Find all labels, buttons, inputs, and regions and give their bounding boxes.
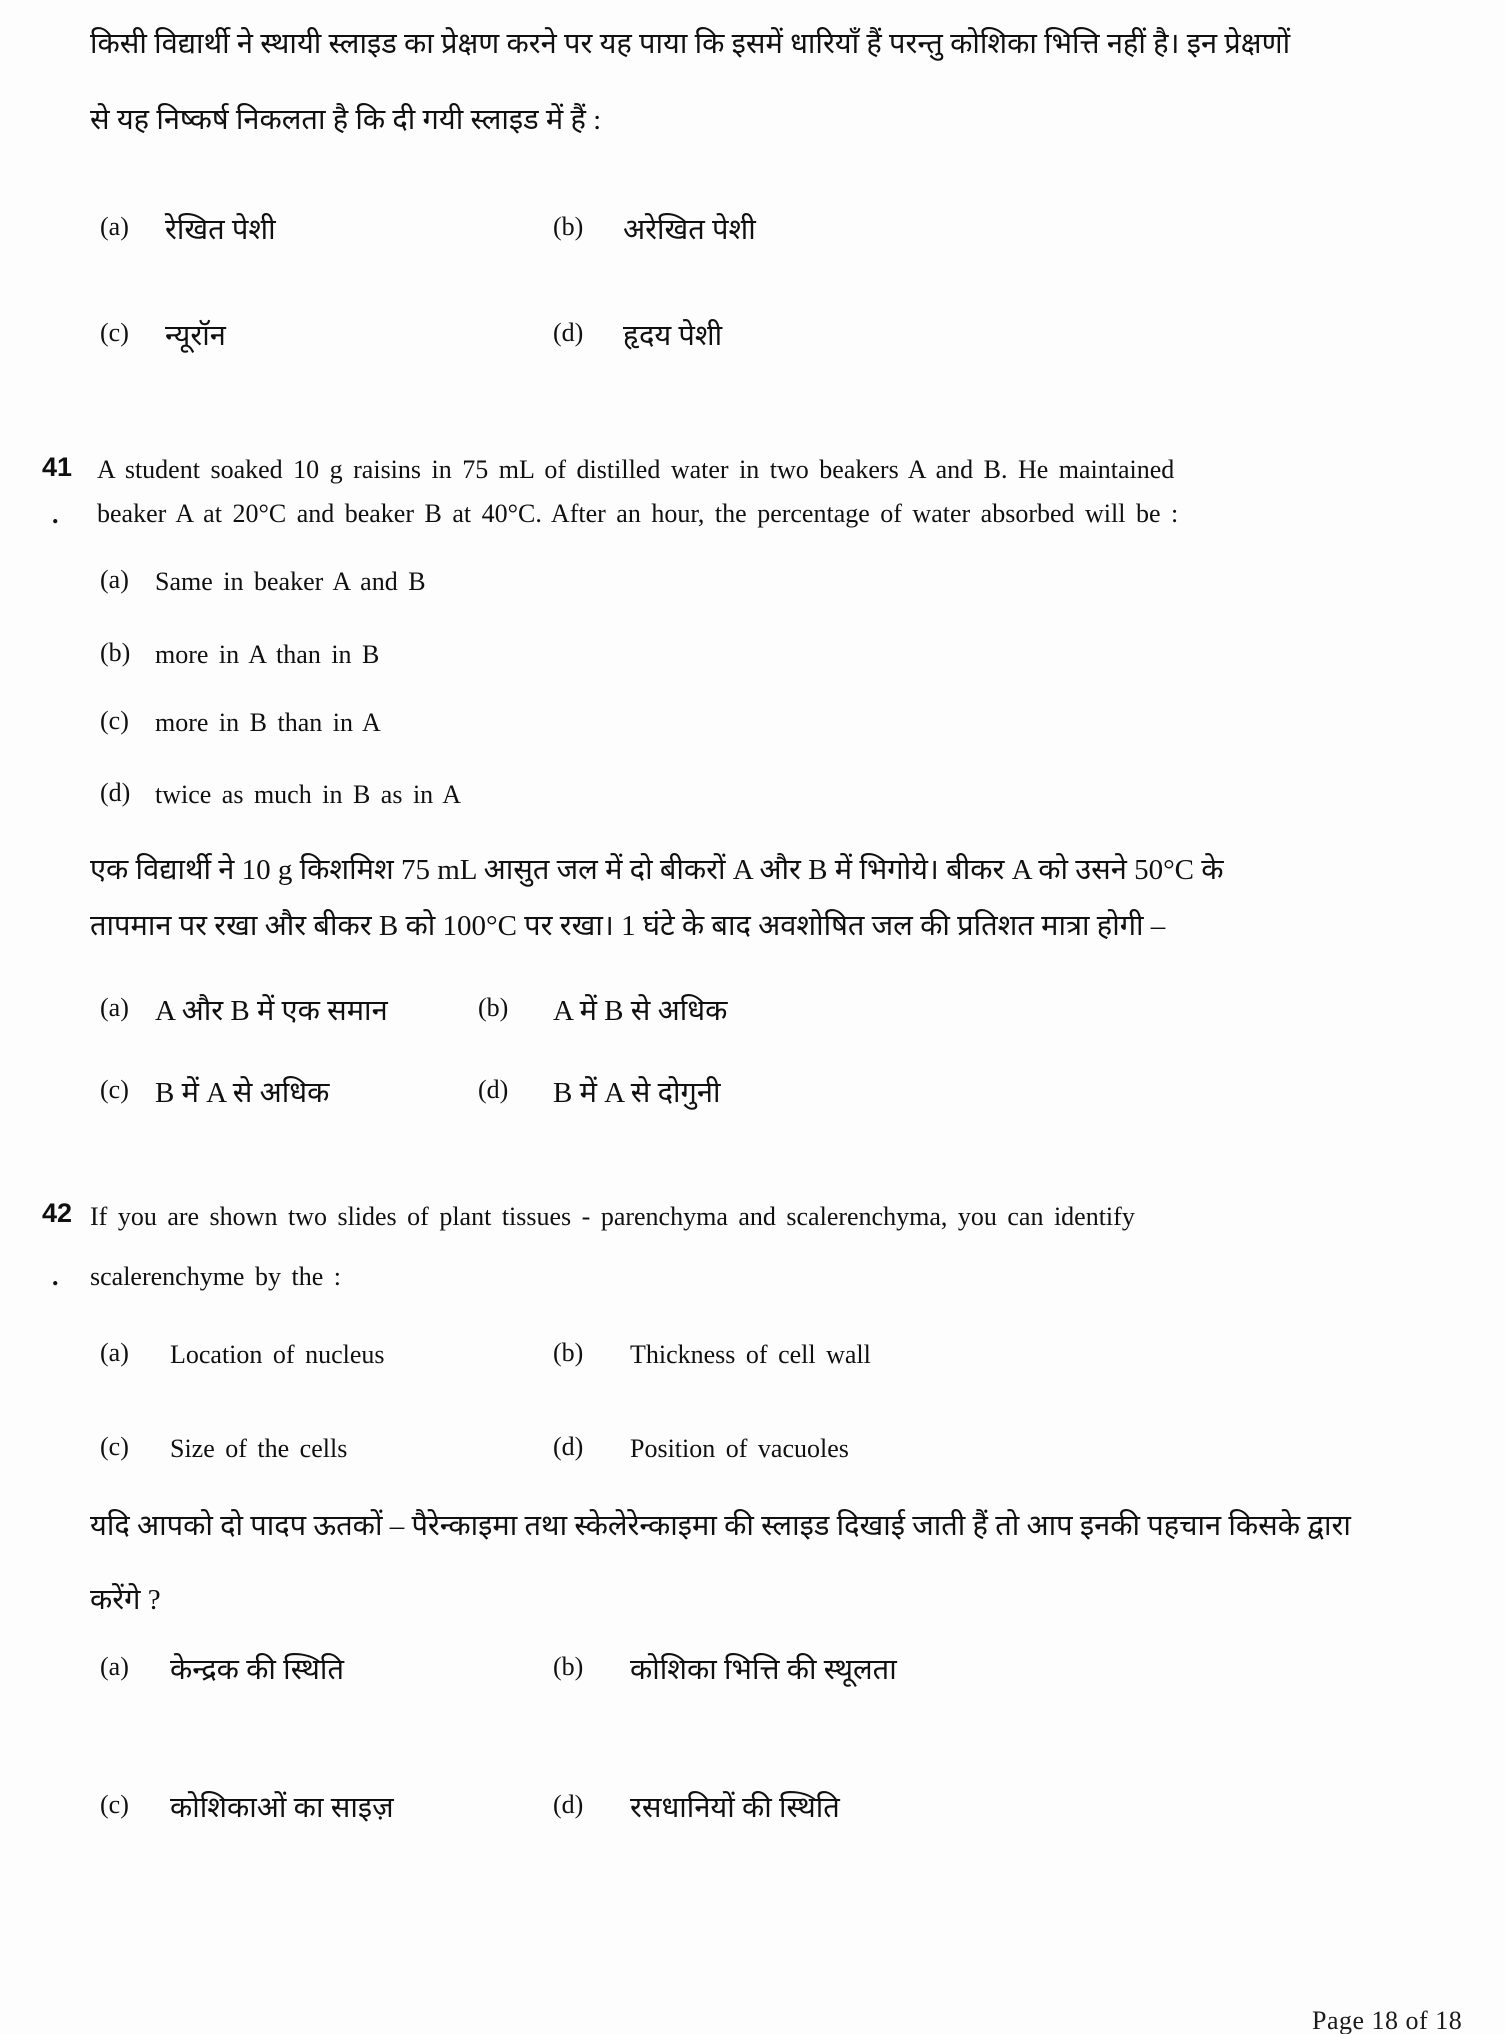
option-label-a: (a)	[100, 1338, 129, 1367]
q41-number-dot: .	[52, 500, 59, 529]
q41-hindi-options-row1	[0, 993, 1505, 1033]
option-text-c: न्यूरॉन	[165, 320, 226, 352]
option-text-c: कोशिकाओं का साइज़	[170, 1792, 394, 1824]
option-text-a: रेखित पेशी	[165, 214, 276, 246]
q41-english-text-line2: beaker A at 20°C and beaker B at 40°C. After an hour, the percentage of water absorbed will be :	[97, 499, 1179, 528]
option-label-a: (a)	[100, 212, 129, 241]
option-text-b: अरेखित पेशी	[623, 214, 756, 246]
option-text-c: B में A से अधिक	[155, 1077, 330, 1109]
q42-hindi-text-line1: यदि आपको दो पादप ऊतकों – पैरेन्काइमा तथा स्केलेरेन्काइमा की स्लाइड दिखाई जाती हैं तो आप इनकी पहचान किसके द्वारा	[90, 1510, 1351, 1542]
option-text-c: Size of the cells	[170, 1434, 348, 1463]
option-text-d: B में A से दोगुनी	[553, 1077, 721, 1109]
q42-english-text-line1: If you are shown two slides of plant tissues - parenchyma and scalerenchyma, you can identify	[90, 1202, 1135, 1231]
option-label-c: (c)	[100, 706, 129, 735]
q42-hindi-options-row1	[0, 1652, 1505, 1692]
page-number-indicator: Page 18 of 18	[1312, 2006, 1463, 2034]
option-label-d: (d)	[553, 1432, 584, 1461]
option-label-d: (d)	[100, 778, 131, 807]
option-text-b: more in A than in B	[155, 640, 380, 669]
option-label-a: (a)	[100, 565, 129, 594]
q42-hindi-text-line2: करेंगे ?	[90, 1584, 161, 1616]
q41-english-option-d-row	[0, 778, 1505, 818]
q41-english-option-c-row	[0, 706, 1505, 746]
q40-hindi-text-line1: किसी विद्यार्थी ने स्थायी स्लाइड का प्रेक्षण करने पर यह पाया कि इसमें धारियाँ हैं परन्तु कोशिका भित्ति नहीं है। इन प्रेक्षणों	[90, 28, 1291, 60]
option-text-a: A और B में एक समान	[155, 995, 388, 1027]
q40-options-row2	[0, 318, 1505, 358]
option-label-b: (b)	[478, 993, 509, 1022]
option-text-a: Same in beaker A and B	[155, 567, 426, 596]
q42-english-text-line2: scalerenchyme by the :	[90, 1262, 341, 1291]
option-text-d: रसधानियों की स्थिति	[630, 1792, 840, 1824]
option-text-a: केन्द्रक की स्थिति	[170, 1654, 344, 1686]
option-text-d: Position of vacuoles	[630, 1434, 849, 1463]
q40-hindi-text-line2: से यह निष्कर्ष निकलता है कि दी गयी स्लाइड में हैं :	[90, 104, 602, 136]
option-label-b: (b)	[553, 212, 584, 241]
q41-hindi-text-line1: एक विद्यार्थी ने 10 g किशमिश 75 mL आसुत जल में दो बीकरों A और B में भिगोये। बीकर A को उसने 50°C के	[90, 854, 1224, 886]
q42-hindi-options-row2	[0, 1790, 1505, 1830]
option-label-a: (a)	[100, 1652, 129, 1681]
q42-english-options-row1	[0, 1338, 1505, 1378]
option-label-d: (d)	[478, 1075, 509, 1104]
option-label-c: (c)	[100, 1790, 129, 1819]
option-label-b: (b)	[553, 1652, 584, 1681]
option-text-b: Thickness of cell wall	[630, 1340, 871, 1369]
q41-english-option-b-row	[0, 638, 1505, 678]
option-text-c: more in B than in A	[155, 708, 381, 737]
q42-number-dot: .	[52, 1262, 59, 1291]
option-label-b: (b)	[100, 638, 131, 667]
option-label-c: (c)	[100, 1075, 129, 1104]
option-label-d: (d)	[553, 1790, 584, 1819]
q40-options-row1	[0, 212, 1505, 252]
q41-english-option-a-row	[0, 565, 1505, 605]
q41-number: 41	[42, 452, 73, 482]
q42-english-options-row2	[0, 1432, 1505, 1472]
q41-hindi-options-row2	[0, 1075, 1505, 1115]
option-text-d: हृदय पेशी	[623, 320, 723, 352]
option-text-b: कोशिका भित्ति की स्थूलता	[630, 1654, 897, 1686]
option-text-b: A में B से अधिक	[553, 995, 728, 1027]
option-text-a: Location of nucleus	[170, 1340, 385, 1369]
option-label-c: (c)	[100, 318, 129, 347]
q41-hindi-text-line2: तापमान पर रखा और बीकर B को 100°C पर रखा। 1 घंटे के बाद अवशोषित जल की प्रतिशत मात्रा होगी –	[90, 910, 1166, 942]
q42-number: 42	[42, 1198, 73, 1228]
option-label-b: (b)	[553, 1338, 584, 1367]
option-label-d: (d)	[553, 318, 584, 347]
option-label-c: (c)	[100, 1432, 129, 1461]
q41-english-text-line1: A student soaked 10 g raisins in 75 mL of distilled water in two beakers A and B. He maintained	[97, 455, 1175, 484]
option-text-d: twice as much in B as in A	[155, 780, 462, 809]
option-label-a: (a)	[100, 993, 129, 1022]
